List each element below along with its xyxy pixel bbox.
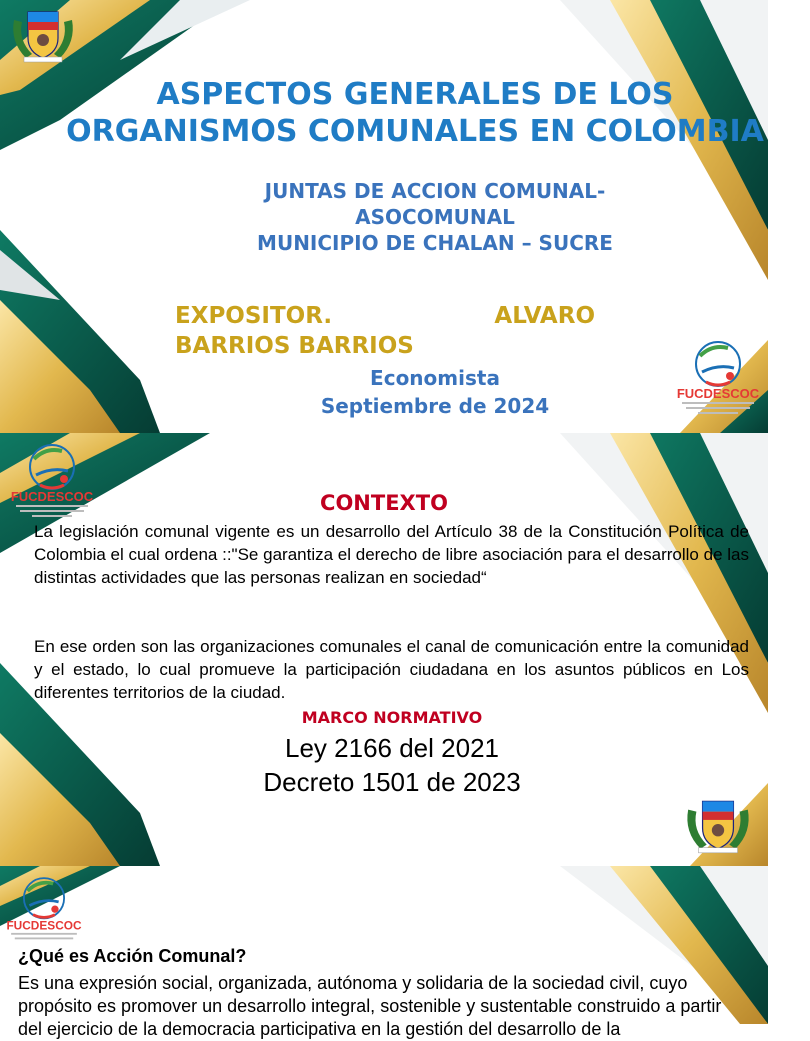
contexto-heading: CONTEXTO — [320, 491, 448, 515]
svg-text:FUCDESCOC: FUCDESCOC — [10, 489, 94, 504]
subtitle-line: MUNICIPIO DE CHALAN – SUCRE — [257, 231, 613, 255]
expositor-last-name: BARRIOS BARRIOS — [175, 333, 414, 359]
question-heading: ¿Qué es Acción Comunal? — [18, 946, 247, 966]
slide-subtitle — [60, 178, 810, 256]
profession: Economista — [370, 366, 500, 390]
subtitle-line: JUNTAS DE ACCION COMUNAL- — [264, 179, 606, 203]
fucdescoc-logo — [2, 874, 86, 948]
contexto-paragraph: En ese orden son las organizaciones comunales el canal de comunicación entre la comunidad y el estado, lo cual promueve la participación ciudadana en los asuntos públicos en Los diferentes territorios de la ciudad. — [34, 637, 749, 702]
slide-accion-comunal — [0, 866, 768, 1039]
presentation-date: Septiembre de 2024 — [320, 394, 550, 418]
expositor-first-name: ALVARO — [494, 303, 595, 329]
svg-text:FUCDESCOC: FUCDESCOC — [676, 386, 760, 401]
marco-normativo-heading: MARCO NORMATIVO — [301, 708, 483, 727]
svg-text:FUCDESCOC: FUCDESCOC — [6, 918, 82, 933]
fucdescoc-logo — [672, 338, 764, 418]
coat-of-arms-icon — [8, 2, 78, 64]
definition-paragraph: Es una expresión social, organizada, autónoma y solidaria de la sociedad civil, cuyo propósito es promover un desarrollo integral, sostenible y sustentable construido a partir del ejercicio de la democracia participativa en la gestión del desarrollo de la — [18, 973, 722, 1039]
slide-title-heading: ASPECTOS GENERALES DE LOS ORGANISMOS COMUNALES EN COLOMBIA — [66, 77, 764, 149]
subtitle-line: ASOCOMUNAL — [355, 205, 515, 229]
law-item: Ley 2166 del 2021 — [285, 733, 499, 763]
law-list — [0, 731, 784, 799]
expositor-label: EXPOSITOR. — [175, 303, 333, 329]
law-item: Decreto 1501 de 2023 — [263, 767, 521, 797]
expositor-block — [175, 301, 595, 361]
coat-of-arms-icon — [682, 790, 754, 856]
slide-title — [0, 0, 768, 433]
contexto-paragraph: La legislación comunal vigente es un desarrollo del Artículo 38 de la Constitución Política de Colombia el cual ordena ::"Se garantiza el derecho de libre asociación para el desarrollo de las distintas actividades que las personas realizan en sociedad“ — [34, 522, 749, 587]
profession-date — [280, 364, 590, 420]
slide-contexto — [0, 433, 768, 866]
